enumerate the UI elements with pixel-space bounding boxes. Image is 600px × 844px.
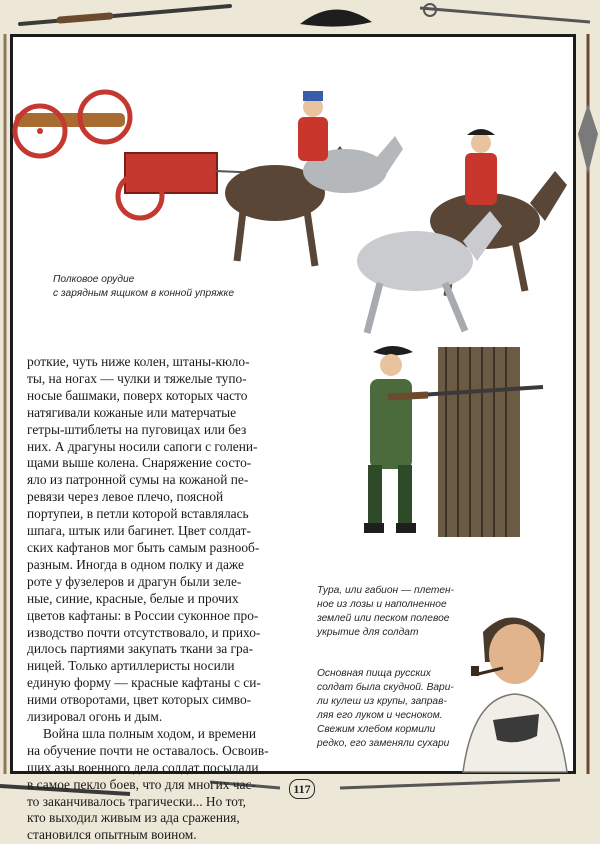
text-line: ницей. Только артиллеристы носили	[27, 658, 235, 674]
weapons-border-left	[0, 34, 10, 774]
text-line: то заканчивалось трагически... Но тот,	[27, 793, 247, 809]
text-line: ные, синие, красные, белые и прочих	[27, 590, 239, 606]
artilleryman-rider-icon	[465, 129, 497, 205]
horse-icon	[357, 211, 502, 333]
sword-icon	[420, 4, 590, 22]
weapons-border-top	[0, 0, 600, 34]
halberd-icon	[578, 34, 598, 774]
gabion-caption: Тура, или габион — плетен- ное из лозы и наполненное землей или песком полевое укрытие для солдат	[317, 585, 455, 638]
text-line: ших азы военного дела солдат посылали	[27, 759, 259, 775]
text-line: лизировал огонь и дым.	[27, 709, 163, 725]
musket-icon	[20, 6, 230, 24]
text-line: ревязи через левое плечо, поясной	[27, 489, 224, 505]
text-line: на обучение почти не оставалось. Освоив-	[27, 742, 269, 758]
text-line: изводство почти отсутствовало, и прихо-	[27, 624, 261, 640]
text-line: Война шла полным ходом, и времени	[43, 725, 257, 741]
soldier-icon	[364, 346, 416, 533]
text-line: становился опытным воином.	[27, 827, 197, 843]
text-line: носые башмаки, поверх которых часто	[27, 387, 248, 403]
page-number: 117	[289, 779, 315, 799]
text-line: портупеи, в петли которой вставлялась	[27, 506, 249, 522]
text-line: разным. Иногда в одном полку и даже	[27, 556, 244, 572]
weapons-border-right	[576, 34, 600, 774]
text-line: единую форму — красные кафтаны с си-	[27, 675, 261, 691]
text-line: натягивали кожаные или матерчатые	[27, 404, 237, 420]
text-line: в самое пекло боев, что для многих час-	[27, 776, 256, 792]
text-line: дилось партиями закупать ткани за гра-	[27, 641, 254, 657]
food-caption: Основная пища русских солдат была скудной. Вари- ли кулеш из крупы, заправ- ляя его луком и чесноком. Свежим хлебом кормили редко, его заменяли сухари	[317, 668, 454, 749]
text-line: щами выше колена. Снаряжение состо-	[27, 455, 252, 471]
text-line: гетры-штиблеты на пуговицах или без	[27, 421, 247, 437]
text-line: яло из патронной сумы на кожаной пе-	[27, 472, 249, 488]
text-line: шпага, штык или багинет. Цвет солдат-	[27, 523, 251, 539]
text-line: ними отворотами, цвет которых симво-	[27, 692, 252, 708]
soldier-portrait-icon	[463, 617, 567, 772]
soldier-eating-illustration	[453, 602, 573, 772]
sword-icon	[340, 780, 560, 788]
text-line: цветов кафтаны: в России суконное про-	[27, 607, 259, 623]
text-line: них. А драгуны носили сапоги с голени-	[27, 438, 258, 454]
tricorne-hat-icon	[300, 9, 372, 26]
text-line: кто выходил живым из ада сражения,	[27, 810, 240, 826]
fusilier-gabion-illustration	[328, 337, 543, 567]
cannon-icon	[15, 92, 130, 156]
gabion-icon	[438, 347, 520, 537]
text-line: роткие, чуть ниже колен, штаны-кюло-	[27, 354, 250, 369]
artilleryman-rider-icon	[298, 91, 328, 161]
text-line: роте у фузелеров и драгун были зеле-	[27, 573, 242, 589]
text-line: ты, на ногах — чулки и тяжелые тупо-	[27, 370, 247, 386]
body-text	[27, 354, 317, 844]
text-line: ских кафтанов мог быть самым разнооб-	[27, 539, 260, 555]
artillery-caption: Полковое орудие с зарядным ящиком в конной упряжке	[53, 274, 234, 299]
